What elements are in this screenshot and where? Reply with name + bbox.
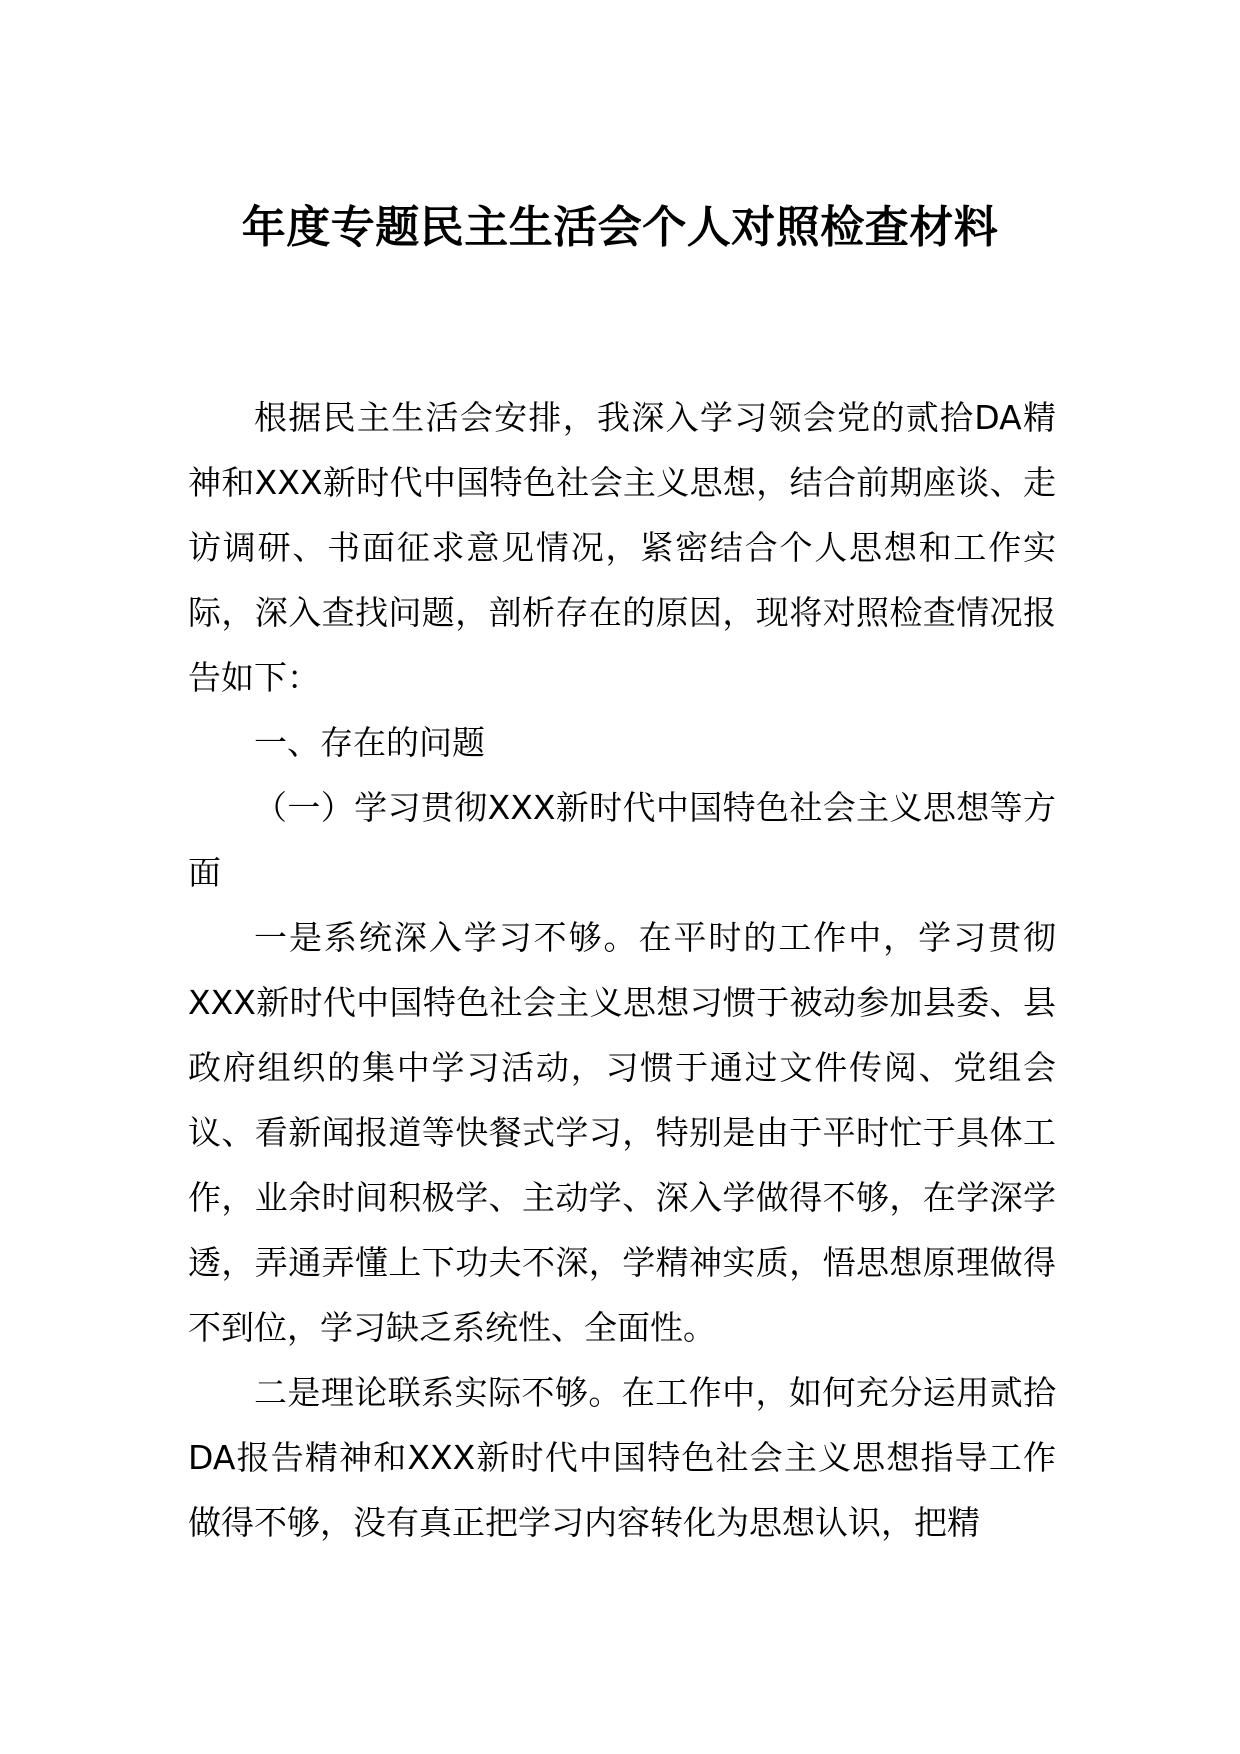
problem-paragraph-2: 二是理论联系实际不够。在工作中，如何充分运用贰拾DA报告精神和XXX新时代中国特色社会主义思想指导工作做得不够，没有真正把学习内容转化为思想认识，把精 — [188, 1373, 1056, 1542]
document-title: 年度专题民主生活会个人对照检查材料 — [241, 202, 999, 253]
intro-paragraph: 根据民主生活会安排，我深入学习领会党的贰拾DA精神和XXX新时代中国特色社会主义思想，结合前期座谈、走访调研、书面征求意见情况，紧密结合个人思想和工作实际，深入查找问题，剖析存在的原因，现将对照检查情况报告如下： — [188, 398, 1056, 697]
document-body — [188, 385, 1056, 1555]
problem-paragraph-1: 一是系统深入学习不够。在平时的工作中，学习贯彻XXX新时代中国特色社会主义思想习惯于被动参加县委、县政府组织的集中学习活动，习惯于通过文件传阅、党组会议、看新闻报道等快餐式学习，特别是由于平时忙于具体工作，业余时间积极学、主动学、深入学做得不够，在学深学透，弄通弄懂上下功夫不深，学精神实质，悟思想原理做得不到位，学习缺乏系统性、全面性。 — [188, 918, 1056, 1347]
subsection-heading-study: （一）学习贯彻XXX新时代中国特色社会主义思想等方面 — [188, 788, 1056, 892]
section-heading-problems: 一、存在的问题 — [254, 723, 485, 762]
